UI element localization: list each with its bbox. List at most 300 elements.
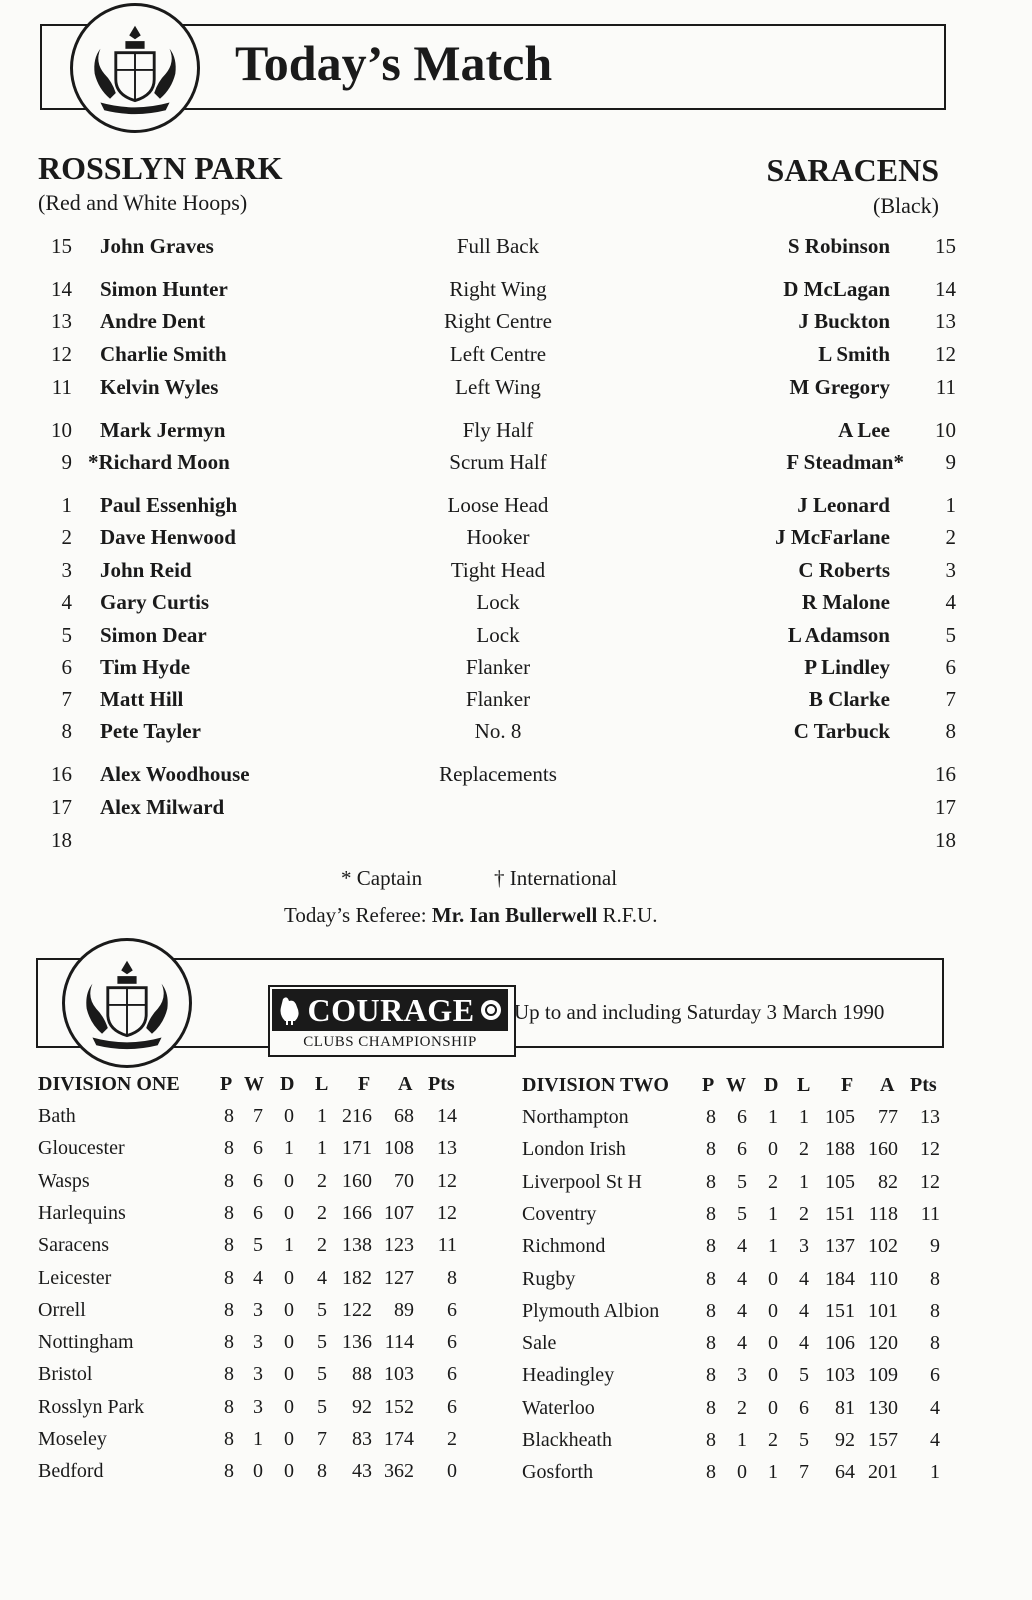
away-number: 18 (935, 828, 956, 852)
stat-cell-l: 7 (317, 1428, 327, 1450)
team-name-cell: Bristol (38, 1363, 93, 1386)
stat-cell-pts: 6 (447, 1298, 457, 1321)
stat-cell-d: 0 (284, 1460, 294, 1483)
table-row (38, 1170, 478, 1198)
table-row (522, 1429, 952, 1457)
stat-cell-w: 2 (737, 1396, 747, 1419)
stat-cell-l: 5 (317, 1363, 327, 1386)
stat-cell-pts: 2 (447, 1428, 457, 1450)
crest-icon (79, 955, 175, 1051)
team-name-cell: Waterloo (522, 1396, 595, 1419)
team-name-cell: Moseley (38, 1428, 107, 1450)
stat-cell-f: 216 (342, 1105, 372, 1127)
lineup-row (0, 828, 1032, 858)
away-player: R Malone (801, 590, 890, 614)
position-label: Scrum Half (449, 450, 547, 474)
stat-cell-a: 89 (394, 1298, 414, 1321)
crest-icon (87, 20, 183, 116)
home-player: Dave Henwood (100, 525, 236, 549)
stat-cell-l: 8 (317, 1460, 327, 1483)
stat-cell-p: 8 (706, 1202, 716, 1225)
stat-cell-w: 3 (253, 1363, 263, 1386)
stat-cell-pts: 8 (930, 1299, 940, 1322)
stat-cell-d: 0 (768, 1332, 778, 1355)
stat-cell-f: 138 (342, 1234, 372, 1257)
lineup-row (0, 590, 1032, 620)
lineup-row (0, 795, 1032, 825)
home-number: 9 (61, 450, 72, 474)
stat-cell-d: 0 (768, 1267, 778, 1290)
stat-cell-a: 82 (878, 1170, 898, 1193)
stat-cell-f: 122 (342, 1298, 372, 1321)
team-name-cell: Nottingham (38, 1331, 134, 1354)
stat-cell-a: 160 (868, 1138, 898, 1161)
courage-logo (268, 985, 516, 1057)
team-name-cell: Sale (522, 1332, 557, 1355)
position-label: Full Back (456, 234, 540, 258)
stat-cell-d: 0 (284, 1169, 294, 1192)
team-name-cell: Bath (38, 1105, 76, 1127)
stat-cell-a: 101 (868, 1299, 898, 1322)
stat-cell-f: 137 (825, 1235, 855, 1258)
stat-cell-w: 6 (253, 1137, 263, 1160)
table-row (522, 1397, 952, 1425)
stat-cell-a: 362 (384, 1460, 414, 1483)
col-w: W (726, 1074, 746, 1096)
stat-cell-pts: 8 (930, 1267, 940, 1290)
stat-cell-pts: 14 (437, 1105, 457, 1127)
table-row (38, 1234, 478, 1262)
team-name-cell: Northampton (522, 1106, 629, 1128)
home-number: 15 (51, 234, 72, 258)
home-team-colours: (Red and White Hoops) (38, 190, 248, 215)
stat-cell-a: 108 (384, 1137, 414, 1160)
position-label: Loose Head (447, 493, 549, 517)
cockerel-icon (277, 995, 303, 1025)
stat-cell-pts: 6 (447, 1331, 457, 1354)
home-player: Pete Tayler (100, 719, 201, 743)
home-player: Tim Hyde (100, 655, 191, 679)
stat-cell-a: 68 (394, 1105, 414, 1127)
table-row (38, 1331, 478, 1359)
stat-cell-pts: 12 (920, 1138, 940, 1161)
team-name-cell: Rosslyn Park (38, 1395, 145, 1418)
lineup-row (0, 234, 1032, 264)
position-label: No. 8 (474, 719, 522, 743)
stat-cell-pts: 8 (930, 1332, 940, 1355)
lineup-row (0, 418, 1032, 448)
stat-cell-l: 6 (799, 1396, 809, 1419)
col-p: P (220, 1073, 233, 1095)
table-row (38, 1460, 478, 1488)
away-number: 16 (935, 762, 956, 786)
away-player: D McLagan (783, 277, 890, 301)
away-number: 2 (945, 525, 956, 549)
lineup-row (0, 342, 1032, 372)
captain-legend: * Captain (341, 866, 423, 890)
home-player: Matt Hill (100, 687, 184, 711)
stat-cell-w: 5 (253, 1234, 263, 1257)
home-player: Alex Milward (100, 795, 225, 819)
home-number: 5 (61, 623, 72, 647)
stat-cell-pts: 6 (447, 1363, 457, 1386)
away-player: L Adamson (787, 623, 890, 647)
stat-cell-w: 7 (253, 1105, 263, 1127)
lineup-row (0, 558, 1032, 588)
position-label: Left Centre (449, 342, 547, 366)
away-number: 3 (945, 558, 956, 582)
stat-cell-p: 8 (224, 1428, 234, 1450)
division-one-table (38, 1073, 478, 1493)
away-player: A Lee (838, 418, 890, 442)
away-number: 1 (945, 493, 956, 517)
stat-cell-f: 92 (835, 1429, 855, 1451)
stat-cell-f: 64 (835, 1461, 855, 1484)
stat-cell-l: 4 (317, 1266, 327, 1289)
home-number: 6 (61, 655, 72, 679)
stat-cell-l: 5 (799, 1364, 809, 1387)
home-number: 2 (61, 525, 72, 549)
lineup-row (0, 623, 1032, 653)
home-number: 12 (51, 342, 72, 366)
stat-cell-f: 171 (342, 1137, 372, 1160)
stat-cell-pts: 0 (447, 1460, 457, 1483)
stat-cell-w: 3 (253, 1298, 263, 1321)
referee-name: Mr. Ian Bullerwell (431, 903, 598, 927)
home-player: Mark Jermyn (100, 418, 226, 442)
position-label: Lock (476, 590, 520, 614)
stat-cell-f: 43 (352, 1460, 372, 1483)
away-number: 9 (945, 450, 956, 474)
table-header (38, 1073, 478, 1101)
away-player: J Leonard (797, 493, 890, 517)
table-row (522, 1268, 952, 1296)
away-player: C Tarbuck (793, 719, 890, 743)
stat-cell-d: 1 (284, 1234, 294, 1257)
referee-suffix: R.F.U. (597, 903, 658, 927)
courage-logo-subtitle: CLUBS CHAMPIONSHIP (303, 1034, 477, 1050)
home-player: John Graves (100, 234, 214, 258)
team-name-cell: London Irish (522, 1138, 626, 1161)
page-title: Today’s Match (235, 35, 553, 91)
away-number: 13 (935, 309, 956, 333)
team-name-cell: Gloucester (38, 1137, 125, 1160)
home-player: Andre Dent (100, 309, 206, 333)
col-w: W (244, 1073, 264, 1095)
stat-cell-l: 2 (799, 1138, 809, 1161)
col-p: P (702, 1074, 715, 1096)
away-number: 11 (935, 375, 956, 399)
away-player: B Clarke (808, 687, 890, 711)
stat-cell-p: 8 (706, 1267, 716, 1290)
away-number: 8 (945, 719, 956, 743)
stat-cell-p: 8 (706, 1299, 716, 1322)
home-player: John Reid (100, 558, 192, 582)
stat-cell-p: 8 (224, 1363, 234, 1386)
stat-cell-l: 5 (799, 1429, 809, 1451)
lineup-row (0, 493, 1032, 523)
away-team-name: SARACENS (766, 152, 939, 188)
stat-cell-d: 1 (768, 1235, 778, 1258)
stat-cell-w: 4 (737, 1235, 747, 1258)
table-header (522, 1074, 952, 1102)
stat-cell-pts: 8 (447, 1266, 457, 1289)
table-row (522, 1364, 952, 1392)
stat-cell-d: 1 (284, 1137, 294, 1160)
stat-cell-l: 2 (317, 1169, 327, 1192)
position-label: Left Wing (455, 375, 541, 399)
stat-cell-f: 105 (825, 1106, 855, 1128)
away-player: J Buckton (798, 309, 890, 333)
col-pts: Pts (428, 1073, 455, 1095)
stat-cell-f: 136 (342, 1331, 372, 1354)
team-name-cell: Coventry (522, 1202, 597, 1225)
stat-cell-p: 8 (224, 1137, 234, 1160)
stat-cell-pts: 13 (437, 1137, 457, 1160)
away-number: 4 (945, 590, 956, 614)
stat-cell-p: 8 (706, 1461, 716, 1484)
stat-cell-l: 5 (317, 1298, 327, 1321)
team-name-cell: Headingley (522, 1364, 615, 1387)
away-number: 7 (945, 687, 956, 711)
home-number: 14 (51, 277, 72, 301)
home-number: 16 (51, 762, 72, 786)
home-number: 7 (61, 687, 72, 711)
position-label: Right Wing (449, 277, 547, 301)
stat-cell-a: 109 (868, 1364, 898, 1387)
home-number: 17 (51, 795, 72, 819)
away-player: F Steadman* (786, 450, 904, 474)
lineup-row (0, 277, 1032, 307)
stat-cell-w: 4 (253, 1266, 263, 1289)
stat-cell-w: 0 (253, 1460, 263, 1483)
stat-cell-p: 8 (706, 1429, 716, 1451)
team-name-cell: Gosforth (522, 1461, 594, 1484)
stat-cell-pts: 11 (920, 1202, 940, 1225)
col-f: F (841, 1074, 854, 1096)
stat-cell-l: 3 (799, 1235, 809, 1258)
table-row (38, 1202, 478, 1230)
stat-cell-a: 102 (868, 1235, 898, 1258)
stat-cell-pts: 4 (930, 1396, 940, 1419)
away-player: S Robinson (787, 234, 890, 258)
stat-cell-a: 201 (868, 1461, 898, 1484)
col-a: A (398, 1073, 413, 1095)
table-row (38, 1363, 478, 1391)
stat-cell-f: 182 (342, 1266, 372, 1289)
away-number: 6 (945, 655, 956, 679)
col-pts: Pts (910, 1074, 937, 1096)
table-date: Up to and including Saturday 3 March 1990 (514, 1000, 885, 1024)
team-name-cell: Richmond (522, 1235, 606, 1258)
stat-cell-w: 5 (737, 1170, 747, 1193)
position-label: Right Centre (444, 309, 552, 333)
away-number: 5 (945, 623, 956, 647)
team-name-cell: Bedford (38, 1460, 104, 1483)
stat-cell-f: 160 (342, 1169, 372, 1192)
stat-cell-w: 3 (253, 1395, 263, 1418)
stat-cell-p: 8 (224, 1331, 234, 1354)
stat-cell-d: 0 (284, 1395, 294, 1418)
home-number: 10 (51, 418, 72, 442)
stat-cell-w: 3 (253, 1331, 263, 1354)
stat-cell-l: 7 (799, 1461, 809, 1484)
stat-cell-l: 1 (799, 1106, 809, 1128)
stat-cell-a: 70 (394, 1169, 414, 1192)
lineup-row (0, 762, 1032, 792)
stat-cell-d: 2 (768, 1429, 778, 1451)
stat-cell-p: 8 (706, 1106, 716, 1128)
stat-cell-w: 6 (737, 1106, 747, 1128)
home-number: 18 (51, 828, 72, 852)
stat-cell-d: 0 (284, 1298, 294, 1321)
stat-cell-l: 5 (317, 1331, 327, 1354)
stat-cell-p: 8 (224, 1105, 234, 1127)
position-label: Tight Head (450, 558, 546, 582)
team-name-cell: Leicester (38, 1266, 112, 1289)
lineup-row (0, 525, 1032, 555)
home-player: Charlie Smith (100, 342, 227, 366)
stat-cell-w: 4 (737, 1299, 747, 1322)
stat-cell-f: 88 (352, 1363, 372, 1386)
stat-cell-l: 4 (799, 1299, 809, 1322)
away-number: 14 (935, 277, 956, 301)
stat-cell-d: 0 (284, 1428, 294, 1450)
stat-cell-d: 1 (768, 1202, 778, 1225)
away-player: J McFarlane (775, 525, 890, 549)
home-player: *Richard Moon (88, 450, 230, 474)
stat-cell-f: 151 (825, 1299, 855, 1322)
away-number: 12 (935, 342, 956, 366)
col-d: D (280, 1073, 295, 1095)
stat-cell-w: 0 (737, 1461, 747, 1484)
home-number: 4 (61, 590, 72, 614)
stat-cell-d: 0 (768, 1299, 778, 1322)
courage-logo-top (272, 989, 508, 1031)
home-player: Paul Essenhigh (100, 493, 238, 517)
stat-cell-l: 1 (317, 1137, 327, 1160)
referee-prefix: Today’s Referee: (284, 903, 432, 927)
stat-cell-l: 4 (799, 1267, 809, 1290)
stat-cell-p: 8 (706, 1332, 716, 1355)
home-player: Kelvin Wyles (100, 375, 219, 399)
stat-cell-p: 8 (224, 1395, 234, 1418)
stat-cell-w: 5 (737, 1202, 747, 1225)
team-name-cell: Saracens (38, 1234, 110, 1257)
stat-cell-d: 0 (284, 1363, 294, 1386)
team-name-cell: Wasps (38, 1169, 90, 1192)
position-label: Flanker (465, 655, 531, 679)
stat-cell-p: 8 (224, 1266, 234, 1289)
stat-cell-a: 157 (868, 1429, 898, 1451)
stat-cell-l: 5 (317, 1395, 327, 1418)
division-title: DIVISION ONE (38, 1073, 180, 1095)
stat-cell-pts: 6 (447, 1395, 457, 1418)
col-l: L (315, 1073, 329, 1095)
table-row (38, 1137, 478, 1165)
stat-cell-a: 118 (868, 1202, 898, 1225)
table-row (38, 1396, 478, 1424)
table-row (522, 1461, 952, 1489)
away-team-colours: (Black) (873, 193, 939, 218)
home-player: Simon Dear (100, 623, 207, 647)
away-number: 17 (935, 795, 956, 819)
table-row (522, 1203, 952, 1231)
stat-cell-a: 152 (384, 1395, 414, 1418)
away-player: C Roberts (798, 558, 890, 582)
courage-logo-text: COURAGE (307, 991, 475, 1028)
stat-cell-l: 1 (317, 1105, 327, 1127)
stat-cell-p: 8 (706, 1396, 716, 1419)
away-player: L Smith (818, 342, 890, 366)
home-player: Alex Woodhouse (100, 762, 250, 786)
club-crest (62, 938, 192, 1068)
team-name-cell: Blackheath (522, 1429, 612, 1451)
table-row (522, 1332, 952, 1360)
stat-cell-d: 1 (768, 1461, 778, 1484)
stat-cell-f: 184 (825, 1267, 855, 1290)
stat-cell-f: 81 (835, 1396, 855, 1419)
stat-cell-f: 103 (825, 1364, 855, 1387)
home-team-name: ROSSLYN PARK (38, 150, 283, 186)
table-row (522, 1106, 952, 1134)
home-number: 8 (61, 719, 72, 743)
stat-cell-f: 188 (825, 1138, 855, 1161)
stat-cell-l: 2 (317, 1201, 327, 1224)
stat-cell-a: 107 (384, 1201, 414, 1224)
stat-cell-l: 4 (799, 1332, 809, 1355)
stat-cell-d: 0 (284, 1331, 294, 1354)
stat-cell-p: 8 (706, 1364, 716, 1387)
stat-cell-d: 0 (284, 1266, 294, 1289)
table-row (522, 1300, 952, 1328)
stat-cell-l: 2 (317, 1234, 327, 1257)
rose-emblem-icon (479, 998, 503, 1022)
position-label: Flanker (465, 687, 531, 711)
stat-cell-w: 4 (737, 1267, 747, 1290)
stat-cell-a: 77 (878, 1106, 898, 1128)
stat-cell-f: 92 (352, 1395, 372, 1418)
stat-cell-a: 114 (384, 1331, 414, 1354)
stat-cell-pts: 12 (437, 1169, 457, 1192)
stat-cell-d: 0 (284, 1201, 294, 1224)
col-d: D (764, 1074, 779, 1096)
stat-cell-a: 130 (868, 1396, 898, 1419)
stat-cell-pts: 6 (930, 1364, 940, 1387)
col-f: F (358, 1073, 371, 1095)
stat-cell-p: 8 (224, 1234, 234, 1257)
stat-cell-a: 110 (868, 1267, 898, 1290)
stat-cell-w: 6 (253, 1169, 263, 1192)
stat-cell-a: 103 (384, 1363, 414, 1386)
stat-cell-pts: 13 (920, 1106, 940, 1128)
stat-cell-pts: 12 (437, 1201, 457, 1224)
stat-cell-p: 8 (706, 1138, 716, 1161)
stat-cell-w: 1 (253, 1428, 263, 1450)
stat-cell-p: 8 (224, 1460, 234, 1483)
home-number: 11 (51, 375, 72, 399)
home-number: 3 (61, 558, 72, 582)
stat-cell-pts: 9 (930, 1235, 940, 1258)
position-label: Lock (476, 623, 520, 647)
position-label: Replacements (439, 762, 557, 786)
stat-cell-d: 0 (768, 1138, 778, 1161)
stat-cell-a: 120 (868, 1332, 898, 1355)
team-name-cell: Liverpool St H (522, 1170, 642, 1193)
table-row (38, 1105, 478, 1133)
stat-cell-l: 2 (799, 1202, 809, 1225)
team-name-cell: Plymouth Albion (522, 1299, 660, 1322)
